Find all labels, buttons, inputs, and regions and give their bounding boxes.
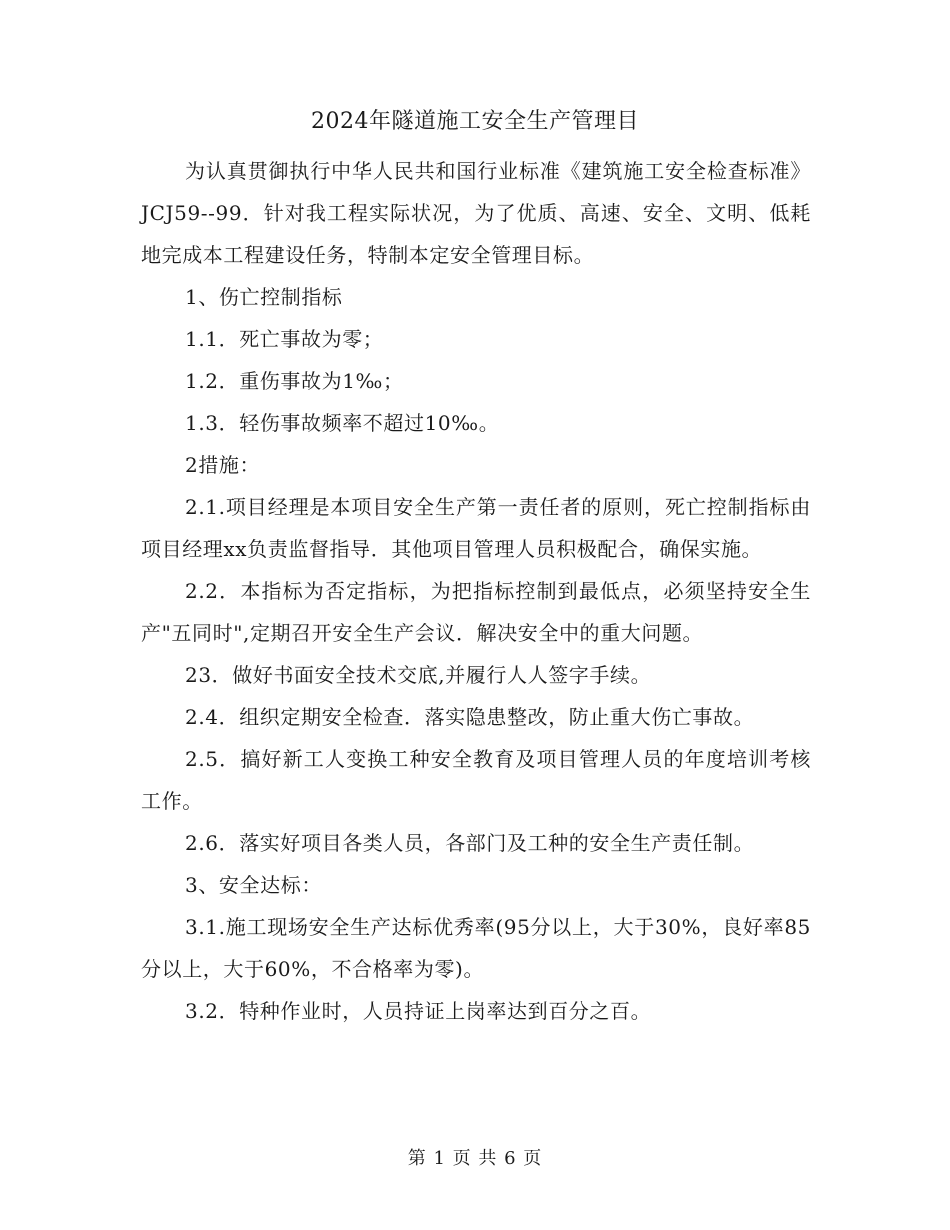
page-number-label: 第 1 页 共 6 页 bbox=[407, 1148, 543, 1169]
heading-casualty-control: 1、伤亡控制指标 bbox=[185, 285, 343, 309]
document-body bbox=[141, 150, 811, 1032]
heading-measures: 2措施： bbox=[185, 453, 261, 477]
item-2-4: 2.4．组织定期安全检查．落实隐患整改，防止重大伤亡事故。 bbox=[185, 705, 755, 729]
item-2-5: 2.5．搞好新工人变换工种安全教育及项目管理人员的年度培训考核工作。 bbox=[141, 747, 811, 813]
item-3-1: 3.1.施工现场安全生产达标优秀率(95分以上，大于30%，良好率85分以上，大于60%，不合格率为零)。 bbox=[141, 915, 811, 981]
item-1-3: 1.3．轻伤事故频率不超过10‰。 bbox=[185, 411, 500, 435]
paragraph-intro: 为认真贯御执行中华人民共和国行业标准《建筑施工安全检查标准》JCJ59--99．针对我工程实际状况，为了优质、高速、安全、文明、低耗地完成本工程建设任务，特制本定安全管理目标。 bbox=[141, 159, 811, 267]
document-title: 2024年隧道施工安全生产管理目 bbox=[311, 109, 639, 134]
page-footer bbox=[0, 1144, 950, 1174]
item-2-3: 23．做好书面安全技术交底,并履行人人签字手续。 bbox=[185, 663, 652, 687]
item-2-2: 2.2．本指标为否定指标，为把指标控制到最低点，必须坚持安全生产"五同时",定期召开安全生产会议．解决安全中的重大问题。 bbox=[141, 579, 811, 645]
item-1-2: 1.2．重伤事故为1‰； bbox=[185, 369, 404, 393]
item-2-1: 2.1.项目经理是本项目安全生产第一责任者的原则，死亡控制指标由项目经理xx负责监督指导．其他项目管理人员积极配合，确保实施。 bbox=[141, 495, 811, 561]
item-2-6: 2.6．落实好项目各类人员，各部门及工种的安全生产责任制。 bbox=[185, 831, 755, 855]
heading-safety-standards: 3、安全达标： bbox=[185, 873, 322, 897]
item-3-2: 3.2．特种作业时，人员持证上岗率达到百分之百。 bbox=[185, 999, 652, 1023]
item-1-1: 1.1．死亡事故为零； bbox=[185, 327, 384, 351]
